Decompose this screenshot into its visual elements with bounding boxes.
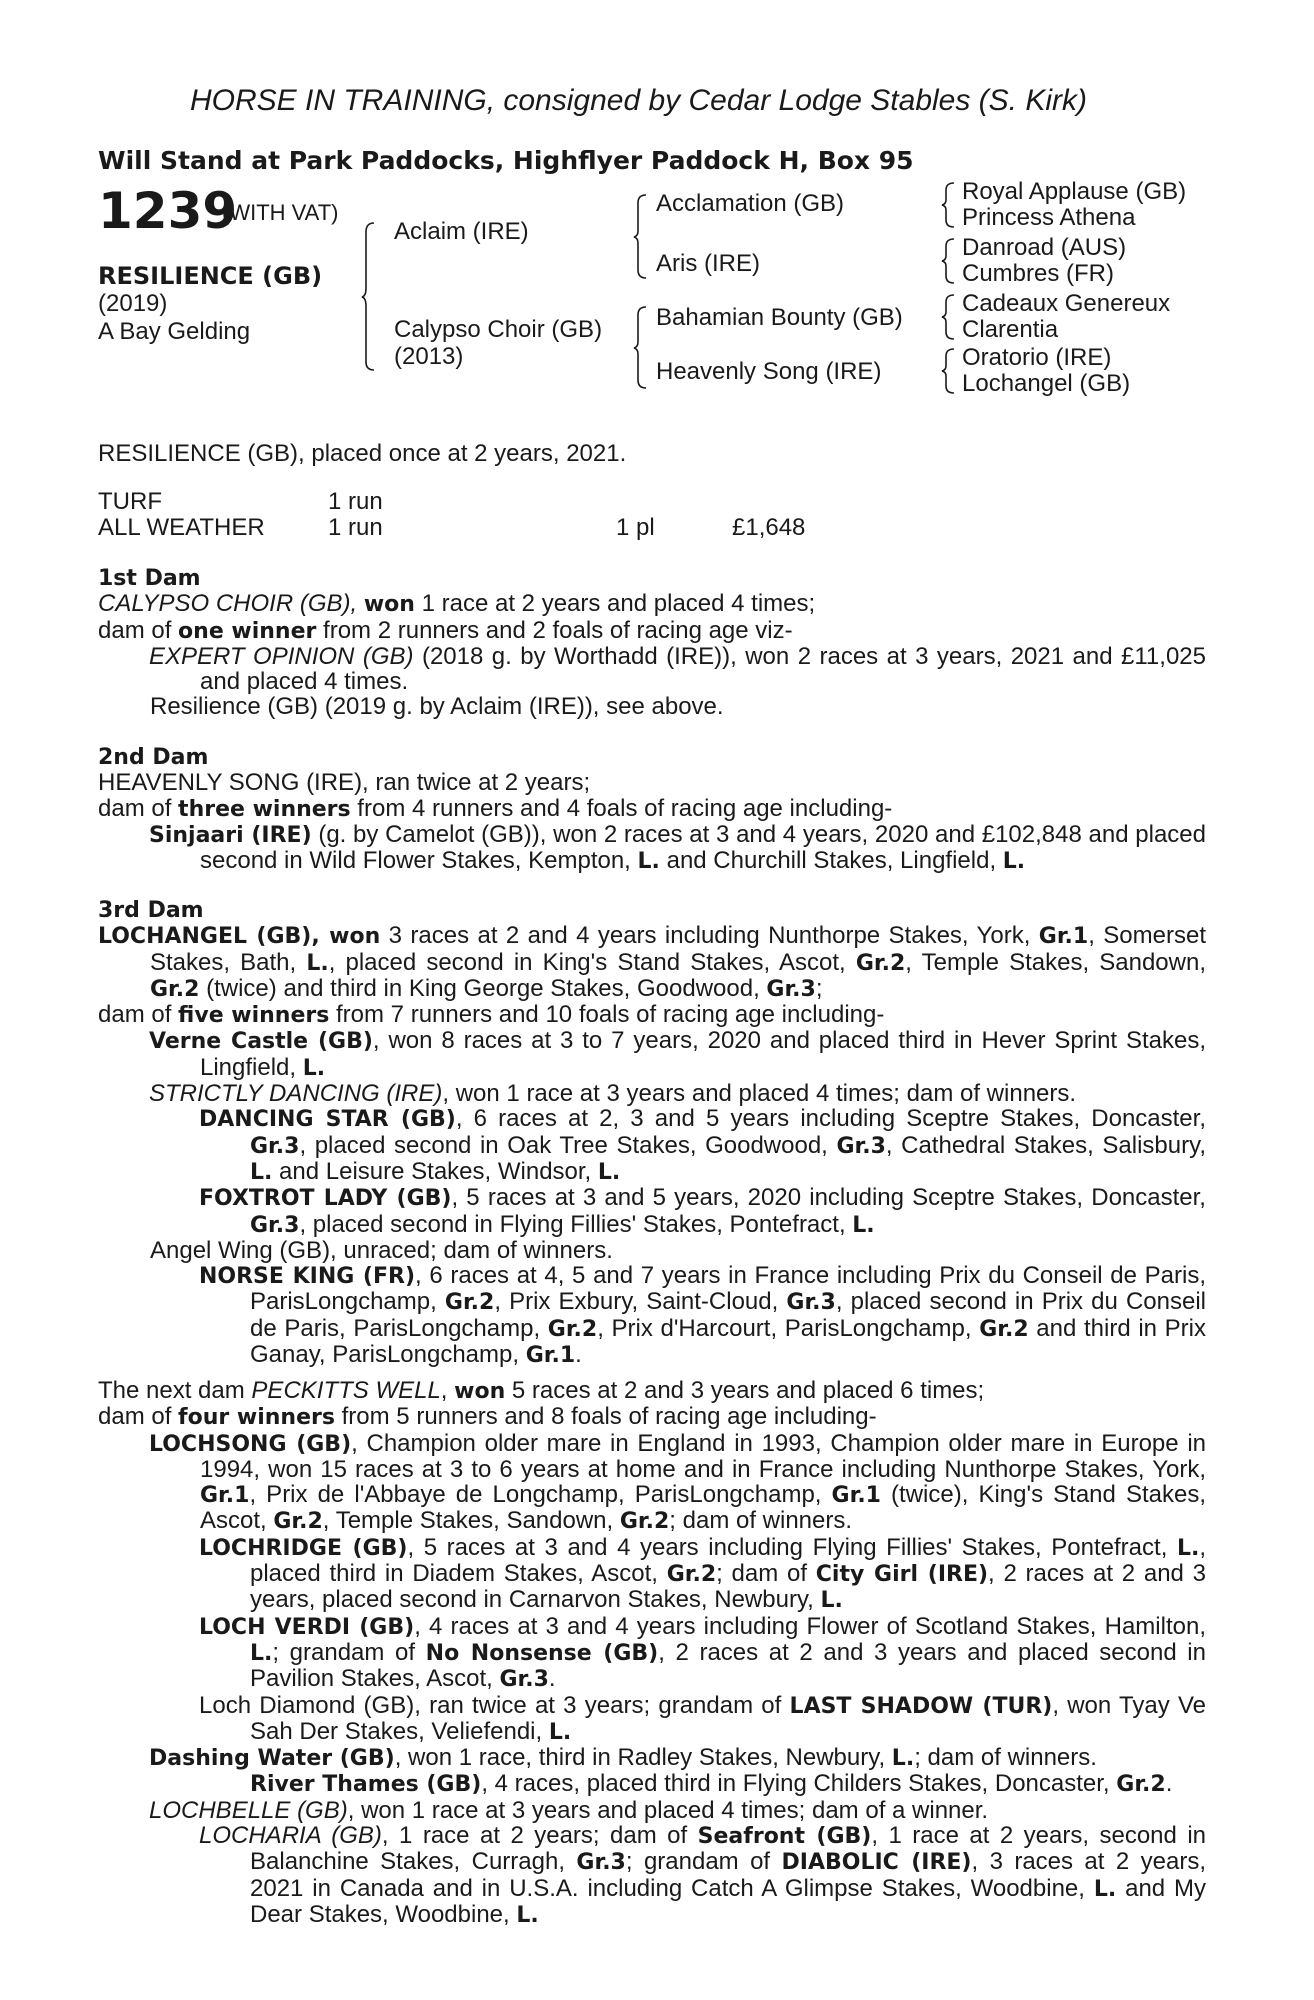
text: , Prix de l'Abbaye de Longchamp, ParisLongchamp, — [249, 1481, 832, 1509]
text: , placed second in Flying Fillies' Stakes, Pontefract, — [299, 1210, 853, 1238]
text: , Temple Stakes, Sandown, — [322, 1507, 620, 1535]
grade: L. — [820, 1588, 843, 1614]
text: , 4 races at 3 and 4 years including Flower of Scotland Stakes, Hamilton, — [414, 1612, 1206, 1640]
progeny-entry: Resilience (GB) (2019 g. by Aclaim (IRE)), see above. — [150, 693, 724, 721]
pedigree-bracket-sire — [634, 194, 648, 280]
progeny-name: LOCHSONG (GB) — [149, 1431, 352, 1457]
text: 3 races at 2 and 4 years including Nunthorpe Stakes, York, — [380, 922, 1039, 950]
text: The next dam — [98, 1377, 252, 1404]
grade: Gr.3 — [836, 1133, 886, 1159]
progeny-name: LOCHARIA (GB) — [199, 1822, 382, 1850]
progeny-name: Sinjaari (IRE) — [149, 822, 312, 848]
consignment-line: HORSE IN TRAINING, consigned by Cedar Lodge Stables (S. Kirk) — [190, 84, 1088, 117]
text: , 4 races, placed third in Flying Childers Stakes, Doncaster, — [481, 1770, 1117, 1798]
grade: Gr.2 — [855, 950, 906, 976]
second-dam-section — [98, 744, 1206, 874]
progeny-name: Seafront (GB) — [697, 1824, 872, 1850]
grade: L. — [250, 1640, 273, 1666]
pedigree-dds: Oratorio (IRE) — [962, 344, 1112, 371]
grade: L. — [891, 1746, 915, 1772]
pedigree-sire-sire: Acclamation (GB) — [656, 190, 845, 217]
record-runs: 1 run — [328, 514, 383, 541]
grade: Gr.3 — [499, 1667, 549, 1693]
grade: Gr.1 — [831, 1483, 881, 1509]
text: 1 race at 2 years and placed 4 times; — [414, 590, 816, 618]
pedigree-dsd: Clarentia — [962, 316, 1059, 343]
text: , Somerset Stakes, Bath, — [150, 922, 1206, 976]
grade: Gr.2 — [666, 1562, 717, 1588]
grade: Gr.2 — [979, 1316, 1029, 1342]
record-surface: ALL WEATHER — [98, 514, 265, 541]
text: from 4 runners and 4 foals of racing age including- — [350, 794, 893, 822]
winners-count: one winner — [178, 618, 317, 644]
text: ; grandam of — [625, 1848, 782, 1876]
progeny-name: LAST SHADOW (TUR) — [789, 1693, 1053, 1719]
text: , Champion older mare in England in 1993, Champion older mare in Europe in 1994, won 15 races at 3 to 6 years at home and in France including Nunthorpe Stakes, York, — [200, 1429, 1206, 1483]
first-dam-section — [98, 565, 1206, 720]
progeny-name: EXPERT OPINION (GB) — [149, 642, 414, 670]
progeny-name: Dashing Water (GB) — [149, 1746, 395, 1772]
text: , Cathedral Stakes, Salisbury, — [885, 1131, 1206, 1159]
pedigree-bracket-dam — [634, 306, 648, 390]
dam-name: CALYPSO CHOIR (GB), — [98, 590, 358, 618]
text: from 7 runners and 10 foals of racing age including- — [329, 1001, 885, 1029]
text: (2018 g. by Worthadd (IRE)), won 2 races at 3 years, 2021 and £11,025 and placed 4 times. — [200, 642, 1206, 696]
grade: Gr.2 — [444, 1290, 495, 1316]
text: . — [548, 1665, 556, 1693]
text: , 1 race at 2 years; dam of — [381, 1822, 698, 1850]
pedigree-sire-dam: Aris (IRE) — [656, 250, 760, 277]
pedigree-dam-dam: Heavenly Song (IRE) — [656, 358, 882, 385]
text: dam of — [98, 794, 179, 822]
grade: Gr.2 — [150, 976, 200, 1002]
grade: Gr.3 — [250, 1212, 300, 1238]
pedigree-bracket-main — [362, 222, 376, 372]
section-heading: 3rd Dam — [98, 898, 204, 923]
winners-count: four winners — [178, 1405, 335, 1431]
grade: Gr.2 — [619, 1509, 670, 1535]
pedigree-bracket-g3-4 — [942, 348, 956, 394]
text: (twice) and third in King George Stakes, Goodwood, — [199, 974, 767, 1002]
record-runs: 1 run — [328, 488, 383, 515]
pedigree-sire: Aclaim (IRE) — [394, 218, 529, 245]
pedigree-sss: Royal Applause (GB) — [962, 178, 1187, 205]
pedigree-sdd: Cumbres (FR) — [962, 260, 1115, 287]
record-earnings: £1,648 — [732, 514, 806, 541]
text: , won 1 race at 3 years and placed 4 times; dam of winners. — [442, 1080, 1077, 1108]
progeny-name: No Nonsense (GB) — [425, 1640, 659, 1666]
dam-line: HEAVENLY SONG (IRE), ran twice at 2 years; — [98, 769, 591, 797]
pedigree-bracket-g3-2 — [942, 238, 956, 284]
record-placed: 1 pl — [616, 514, 655, 541]
horse-year: (2019) — [98, 290, 168, 317]
grade: L. — [306, 950, 329, 976]
text: from 5 runners and 8 foals of racing age including- — [334, 1403, 877, 1431]
text: ; dam of winners. — [669, 1507, 853, 1535]
grade: Gr.3 — [576, 1850, 626, 1876]
dam-name: LOCHANGEL (GB) — [98, 924, 312, 950]
text: , 6 races at 4, 5 and 7 years in France including Prix du Conseil de Paris, ParisLongchamp, — [250, 1262, 1206, 1316]
grade: L. — [852, 1212, 875, 1238]
grade: Gr.3 — [766, 976, 816, 1002]
text: , placed third in Diadem Stakes, Ascot, — [250, 1533, 1207, 1588]
grade: Gr.3 — [786, 1290, 836, 1316]
text: . — [1165, 1770, 1173, 1798]
won-label: won — [454, 1379, 506, 1404]
text: , 5 races at 3 and 4 years including Flying Fillies' Stakes, Pontefract, — [407, 1533, 1177, 1561]
text: (twice), King's Stand Stakes, Ascot, — [200, 1481, 1206, 1535]
text: ; — [815, 974, 823, 1002]
text: , 3 races at 2 years, 2021 in Canada and in U.S.A. including Catch A Glimpse Stakes, Woodbine, — [250, 1848, 1206, 1902]
grade: L. — [1093, 1876, 1117, 1902]
grade: Gr.2 — [547, 1316, 598, 1342]
section-heading: 1st Dam — [98, 566, 201, 591]
pedigree-dss: Cadeaux Genereux — [962, 290, 1171, 317]
grade: Gr.2 — [1116, 1772, 1166, 1798]
text: , 5 races at 3 and 5 years, 2020 including Sceptre Stakes, Doncaster, — [451, 1184, 1206, 1212]
progeny-name: STRICTLY DANCING (IRE) — [149, 1080, 443, 1108]
text: from 2 runners and 2 foals of racing age viz- — [316, 616, 793, 644]
progeny-name: River Thames (GB) — [250, 1772, 482, 1798]
text: and Churchill Stakes, Lingfield, — [659, 847, 1003, 875]
next-dam-section — [98, 1378, 1206, 1928]
text: , won 1 race at 3 years and placed 4 times; dam of a winner. — [347, 1796, 989, 1824]
text: , won Tyay Ve Sah Der Stakes, Veliefendi, — [250, 1691, 1206, 1745]
grade: L. — [516, 1902, 539, 1928]
progeny-name: FOXTROT LADY (GB) — [199, 1186, 452, 1212]
text: ; dam of — [716, 1560, 816, 1588]
text: Loch Diamond (GB), ran twice at 3 years; grandam of — [199, 1691, 790, 1719]
pedigree-dam-year: (2013) — [394, 343, 464, 370]
horse-name: RESILIENCE (GB) — [98, 262, 323, 290]
progeny-name: DANCING STAR (GB) — [199, 1107, 456, 1133]
text: dam of — [98, 616, 179, 644]
progeny-name: City Girl (IRE) — [815, 1562, 989, 1588]
pedigree-ddd: Lochangel (GB) — [962, 370, 1131, 397]
text: , 1 race at 2 years, second in Balanchine Stakes, Curragh, — [250, 1822, 1207, 1876]
grade: Gr.1 — [200, 1483, 250, 1509]
lot-number: 1239 — [98, 182, 238, 240]
grade: L. — [302, 1055, 326, 1081]
progeny-name: LOCH VERDI (GB) — [199, 1614, 415, 1640]
winners-count: five winners — [178, 1003, 330, 1029]
text: , 2 races at 2 and 3 years, placed second in Carnarvon Stakes, Newbury, — [250, 1560, 1207, 1614]
third-dam-section — [98, 897, 1206, 1368]
text: and My Dear Stakes, Woodbine, — [250, 1874, 1206, 1928]
text: dam of — [98, 1403, 179, 1431]
text: ; dam of winners. — [914, 1744, 1097, 1772]
grade: L. — [1002, 849, 1026, 875]
text: and Leisure Stakes, Windsor, — [272, 1157, 598, 1185]
pedigree-dam: Calypso Choir (GB) — [394, 316, 603, 343]
text: , won 8 races at 3 to 7 years, 2020 and placed third in Hever Sprint Stakes, Lingfield, — [200, 1027, 1207, 1081]
text: 5 races at 2 and 3 years and placed 6 times; — [505, 1377, 985, 1404]
text: , 2 races at 2 and 3 years and placed second in Pavilion Stakes, Ascot, — [250, 1638, 1206, 1693]
text: , placed second in Oak Tree Stakes, Goodwood, — [299, 1131, 837, 1159]
text: dam of — [98, 1001, 179, 1029]
grade: Gr.3 — [250, 1133, 300, 1159]
grade: L. — [637, 849, 660, 875]
venue-line: Will Stand at Park Paddocks, Highflyer Paddock H, Box 95 — [98, 146, 914, 175]
pedigree-sds: Danroad (AUS) — [962, 234, 1127, 261]
text: , placed second in King's Stand Stakes, Ascot, — [328, 948, 856, 976]
won-label: , won — [311, 924, 381, 950]
text: , — [440, 1377, 455, 1404]
progeny-name: LOCHRIDGE (GB) — [199, 1535, 408, 1561]
progeny-name: LOCHBELLE (GB) — [149, 1796, 348, 1824]
grade: Gr.2 — [273, 1509, 323, 1535]
text: and third in Prix Ganay, ParisLongchamp, — [250, 1314, 1206, 1369]
text: (g. by Camelot (GB)), won 2 races at 3 and 4 years, 2020 and £102,848 and placed second in Wild Flower Stakes, Kempton, — [200, 820, 1206, 875]
text: ; grandam of — [272, 1638, 426, 1666]
grade: L. — [1176, 1535, 1200, 1561]
won-label: won — [363, 592, 415, 618]
text: , placed second in Prix du Conseil de Paris, ParisLongchamp, — [250, 1288, 1206, 1342]
grade: L. — [250, 1159, 273, 1185]
grade: L. — [548, 1719, 572, 1745]
pedigree-bracket-g3-1 — [942, 182, 956, 228]
progeny-entry: Angel Wing (GB), unraced; dam of winners. — [150, 1236, 613, 1264]
grade: L. — [597, 1159, 621, 1185]
vat-label: (WITH VAT) — [222, 200, 339, 225]
winners-count: three winners — [178, 796, 351, 822]
pedigree-ssd: Princess Athena — [962, 204, 1136, 231]
text: , Prix Exbury, Saint-Cloud, — [494, 1288, 787, 1316]
grade: Gr.1 — [525, 1343, 576, 1369]
text: , Temple Stakes, Sandown, — [905, 948, 1206, 976]
text: , Prix d'Harcourt, ParisLongchamp, — [597, 1314, 980, 1342]
pedigree-dam-sire: Bahamian Bounty (GB) — [656, 304, 903, 331]
text: , won 1 race, third in Radley Stakes, Newbury, — [394, 1744, 892, 1772]
dam-name: PECKITTS WELL — [251, 1377, 441, 1404]
progeny-name: NORSE KING (FR) — [199, 1264, 416, 1290]
progeny-name: DIABOLIC (IRE) — [781, 1850, 972, 1876]
text: , 6 races at 2, 3 and 5 years including Sceptre Stakes, Doncaster, — [455, 1105, 1206, 1133]
grade: Gr.1 — [1038, 924, 1089, 950]
progeny-name: Verne Castle (GB) — [149, 1029, 373, 1055]
horse-description: A Bay Gelding — [98, 318, 251, 345]
text: . — [575, 1341, 582, 1369]
record-surface: TURF — [98, 488, 162, 515]
race-summary: RESILIENCE (GB), placed once at 2 years, 2021. — [98, 440, 627, 467]
section-heading: 2nd Dam — [98, 745, 209, 770]
pedigree-bracket-g3-3 — [942, 294, 956, 340]
